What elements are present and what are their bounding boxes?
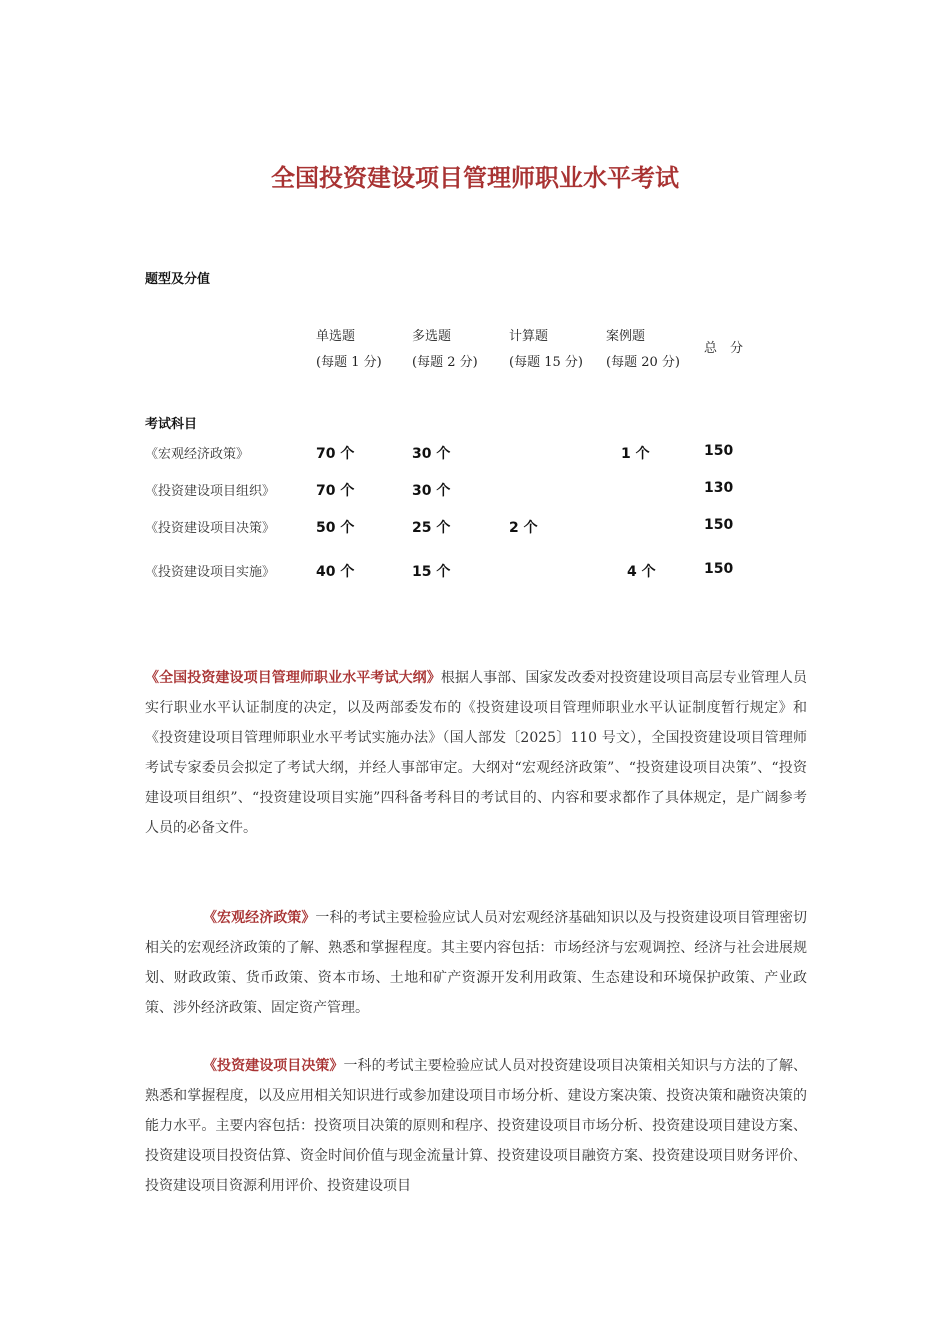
single-count: 50 个 bbox=[316, 520, 355, 536]
total-score: 150 bbox=[704, 443, 734, 459]
single-count: 70 个 bbox=[316, 483, 355, 499]
header-multi-choice bbox=[412, 324, 478, 376]
header-name: 单选题 bbox=[316, 329, 356, 344]
header-sub: (每题 20 分) bbox=[606, 355, 680, 370]
header-name: 案例题 bbox=[606, 329, 646, 344]
header-single-choice bbox=[316, 324, 382, 376]
paragraph-text: 一科的考试主要检验应试人员对宏观经济基础知识以及与投资建设项目管理密切相关的宏观经济政策的了解、熟悉和掌握程度。其主要内容包括：市场经济与宏观调控、经济与社会进展规划、财政政策、货币政策、资本市场、土地和矿产资源开发利用政策、生态建设和环境保护政策、产业政策、涉外经济政策、固定资产管理。 bbox=[145, 910, 808, 1016]
total-score: 150 bbox=[704, 517, 734, 533]
header-sub: (每题 1 分) bbox=[316, 355, 382, 370]
total-score: 150 bbox=[704, 561, 734, 577]
header-name: 多选题 bbox=[412, 329, 452, 344]
table-row bbox=[0, 561, 950, 583]
header-case bbox=[606, 324, 680, 376]
table-row bbox=[0, 480, 950, 502]
header-sub: (每题 2 分) bbox=[412, 355, 478, 370]
subject-name: 《投资建设项目决策》 bbox=[145, 521, 276, 536]
section-label-question-types: 题型及分值 bbox=[145, 272, 211, 287]
header-total: 总 分 bbox=[704, 341, 744, 356]
paragraph-text: 根据人事部、国家发改委对投资建设项目高层专业管理人员实行职业水平认证制度的决定，以及两部委发布的《投资建设项目管理师职业水平认证制度暂行规定》和《投资建设项目管理师职业水平考试实施办法》（国人部发〔2025〕110 号文），全国投资建设项目管理师考试专家委员会拟定了考试大纲，并经人事部审定。大纲对“宏观经济政策”、“投资建设项目决策”、“投资建设项目组织”、“投资建设项目实施”四科备考科目的考试目的、内容和要求都作了具体规定，是广阔参考人员的必备文件。 bbox=[145, 670, 808, 836]
table-row bbox=[0, 443, 950, 465]
paragraph-highlight: 《宏观经济政策》 bbox=[203, 910, 316, 926]
multi-count: 25 个 bbox=[412, 520, 451, 536]
subject-name: 《宏观经济政策》 bbox=[145, 447, 250, 462]
total-score: 130 bbox=[704, 480, 734, 496]
paragraph-project-decision bbox=[145, 1051, 807, 1201]
case-count: 4 个 bbox=[627, 564, 656, 580]
page-title: 全国投资建设项目管理师职业水平考试 bbox=[271, 164, 679, 192]
multi-count: 30 个 bbox=[412, 446, 451, 462]
single-count: 70 个 bbox=[316, 446, 355, 462]
header-sub: (每题 15 分) bbox=[509, 355, 583, 370]
multi-count: 15 个 bbox=[412, 564, 451, 580]
paragraph-highlight: 《全国投资建设项目管理师职业水平考试大纲》 bbox=[145, 670, 441, 686]
section-label-subjects: 考试科目 bbox=[145, 417, 198, 432]
subject-name: 《投资建设项目实施》 bbox=[145, 565, 276, 580]
header-name: 计算题 bbox=[509, 329, 549, 344]
case-count: 1 个 bbox=[621, 446, 650, 462]
paragraph-highlight: 《投资建设项目决策》 bbox=[203, 1058, 344, 1074]
paragraph-macro-policy bbox=[145, 903, 807, 1023]
calc-count: 2 个 bbox=[509, 520, 538, 536]
header-calculation bbox=[509, 324, 583, 376]
multi-count: 30 个 bbox=[412, 483, 451, 499]
table-row bbox=[0, 517, 950, 539]
single-count: 40 个 bbox=[316, 564, 355, 580]
subject-name: 《投资建设项目组织》 bbox=[145, 484, 276, 499]
paragraph-text: 一科的考试主要检验应试人员对投资建设项目决策相关知识与方法的了解、熟悉和掌握程度，以及应用相关知识进行或参加建设项目市场分析、建设方案决策、投资决策和融资决策的能力水平。主要内容包括：投资项目决策的原则和程序、投资建设项目市场分析、投资建设项目建设方案、投资建设项目投资估算、资金时间价值与现金流量计算、投资建设项目融资方案、投资建设项目财务评价、投资建设项目资源利用评价、投资建设项目 bbox=[145, 1058, 808, 1194]
paragraph-syllabus bbox=[145, 663, 807, 843]
